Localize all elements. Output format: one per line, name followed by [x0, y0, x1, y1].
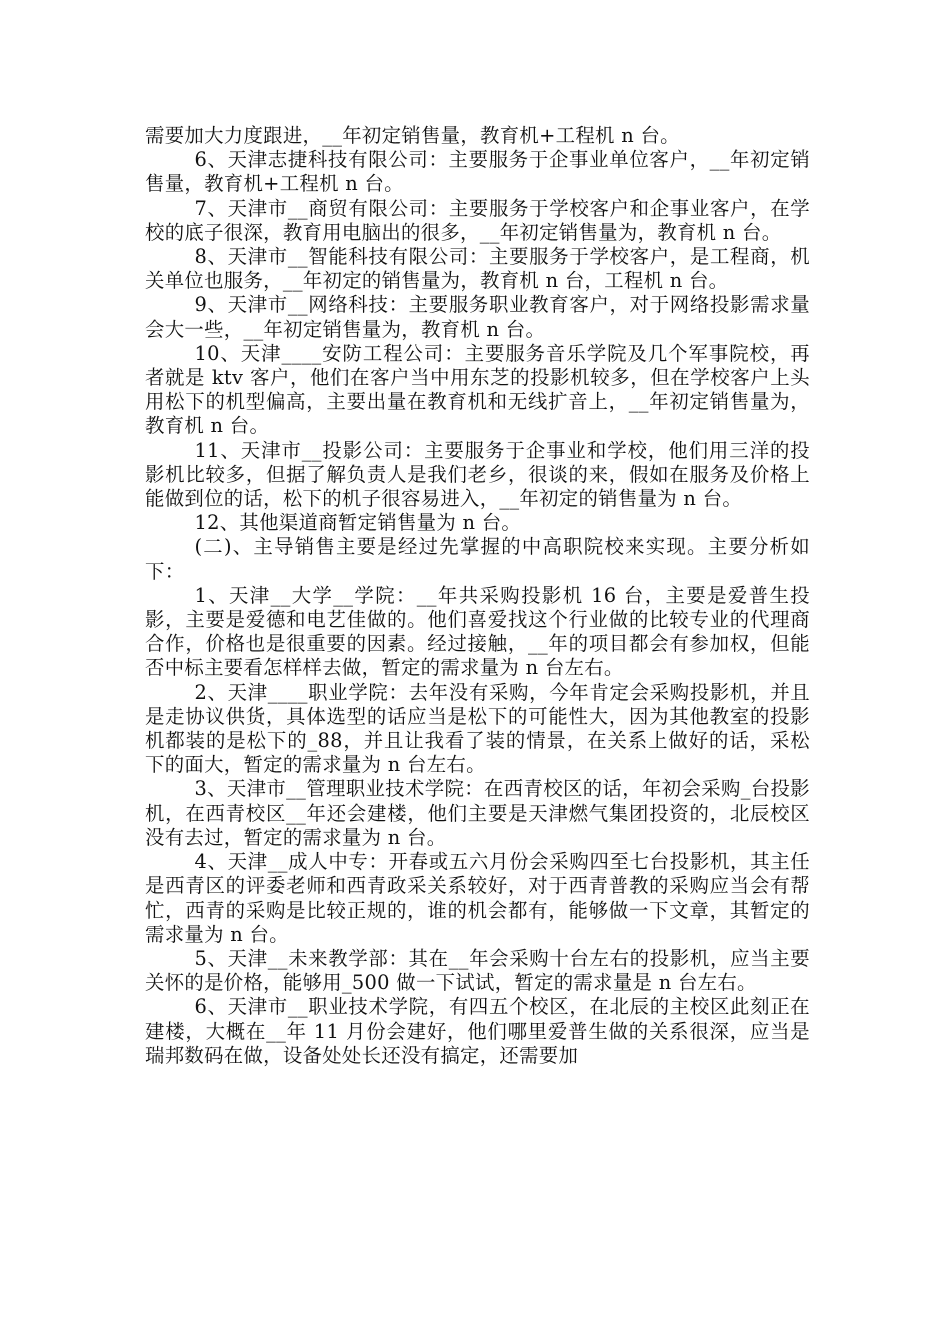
paragraph-item-11-projection: 11、天津市__投影公司：主要服务于企事业和学校，他们用三洋的投影机比较多，但据了解负责人是我们老乡，很谈的来，假如在服务及价格上能做到位的话，松下的机子很容易进入，__年初定的销售量为 n 台。 — [145, 438, 810, 511]
paragraph-school-1: 1、天津__大学__学院：__年共采购投影机 16 台，主要是爱普生投影，主要是爱德和电艺佳做的。他们喜爱找这个行业做的比较专业的代理商合作，价格也是很重要的因素。经过接触，__年的项目都会有参加权，但能否中标主要看怎样样去做，暂定的需求量为 n 台左右。 — [145, 583, 810, 680]
section-heading-two: (二)、主导销售主要是经过先掌握的中高职院校来实现。主要分析如下： — [145, 535, 810, 583]
paragraph-school-2: 2、天津____职业学院：去年没有采购，今年肯定会采购投影机，并且是走协议供货，具体选型的话应当是松下的可能性大，因为其他教室的投影机都装的是松下的_88，并且让我看了装的情景，在关系上做好的话，采松下的面大，暂定的需求量为 n 台左右。 — [145, 680, 810, 777]
paragraph-school-6: 6、天津市__职业技术学院，有四五个校区，在北辰的主校区此刻正在建楼，大概在__年 11 月份会建好，他们哪里爱普生做的关系很深，应当是瑞邦数码在做，设备处处长还没有搞定，还需要加 — [145, 995, 810, 1067]
paragraph-school-4: 4、天津__成人中专：开春或五六月份会采购四至七台投影机，其主任是西青区的评委老师和西青政采关系较好，对于西青普教的采购应当会有帮忙，西青的采购是比较正规的，谁的机会都有，能够做一下文章，其暂定的需求量为 n 台。 — [145, 850, 810, 946]
paragraph-item-7-trading: 7、天津市__商贸有限公司：主要服务于学校客户和企事业客户，在学校的底子很深，教育用电脑出的很多，__年初定销售量为，教育机 n 台。 — [145, 196, 810, 244]
paragraph-school-3: 3、天津市__管理职业技术学院：在西青校区的话，年初会采购_台投影机，在西青校区__年还会建楼，他们主要是天津燃气集团投资的，北辰校区没有去过，暂定的需求量为 n 台。 — [145, 777, 810, 849]
paragraph-item-9-network: 9、天津市__网络科技：主要服务职业教育客户，对于网络投影需求量会大一些，__年初定销售量为，教育机 n 台。 — [145, 293, 810, 341]
paragraph-school-5: 5、天津__未来教学部：其在__年会采购十台左右的投影机，应当主要关怀的是价格，能够用_500 做一下试试，暂定的需求量是 n 台左右。 — [145, 946, 810, 995]
paragraph-item-8-smart-tech: 8、天津市__智能科技有限公司：主要服务于学校客户，是工程商，机关单位也服务，__年初定的销售量为，教育机 n 台，工程机 n 台。 — [145, 245, 810, 293]
document-body — [145, 124, 810, 1068]
paragraph-item-12-other-channels: 12、其他渠道商暂定销售量为 n 台。 — [194, 511, 522, 535]
paragraph-continuation: 需要加大力度跟进，__年初定销售量，教育机+工程机 n 台。 — [145, 124, 680, 147]
paragraph-item-10-security: 10、天津____安防工程公司：主要服务音乐学院及几个军事院校，再者就是 ktv 客户，他们在客户当中用东芝的投影机较多，但在学校客户上头用松下的机型偏高，主要出量在教育机和无线扩音上，__年初定销售量为，教育机 n 台。 — [145, 341, 810, 438]
paragraph-item-6-zhijie: 6、天津志捷科技有限公司：主要服务于企事业单位客户，__年初定销售量，教育机+工程机 n 台。 — [145, 148, 810, 196]
